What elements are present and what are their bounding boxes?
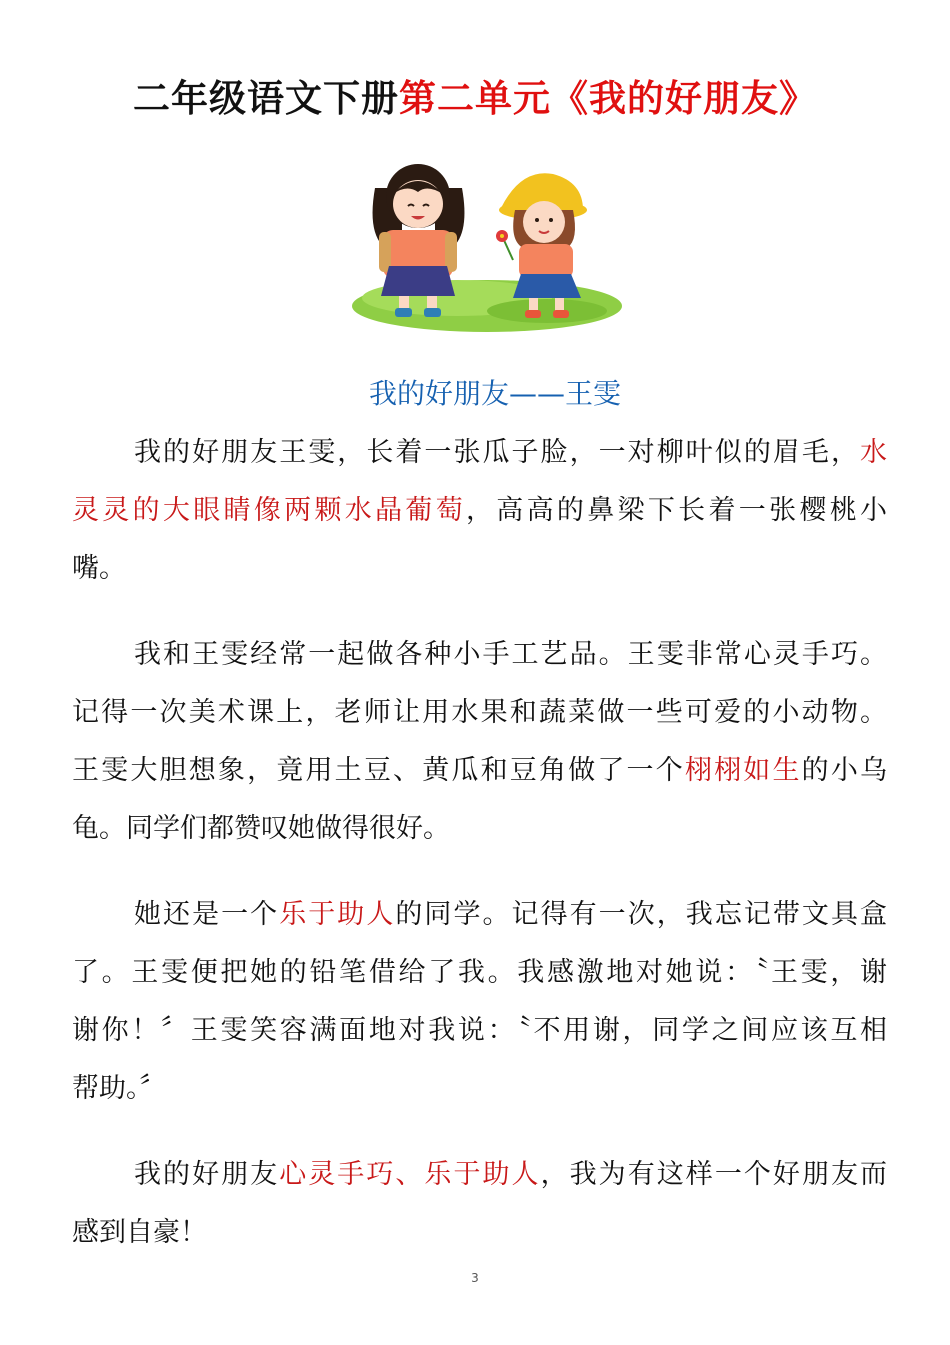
paragraph-line [72,1060,887,1118]
paragraph-line [72,482,887,540]
paragraph [72,886,887,1118]
paragraph-line [72,742,887,800]
highlighted-text: 水 [860,437,887,468]
body-text: 我的好朋友王雯，长着一张瓜子脸，一对柳叶似的眉毛， [134,437,860,468]
body-text: 我的好朋友 [134,1159,280,1190]
page-title [0,68,950,122]
body-text: ，我为有这样一个好朋友而 [540,1159,888,1190]
body-text: 记得一次美术课上，老师让用水果和蔬菜做一些可爱的小动物。 [72,697,887,728]
page-title-unit: 第二单元《我的好朋友》 [399,77,817,120]
paragraph-line [72,944,887,1002]
article-body [72,424,887,1290]
paragraph-line [72,800,887,858]
body-text: ，高高的鼻梁下长着一张樱桃小 [466,495,887,526]
paragraph [72,424,887,598]
paragraph [72,1146,887,1262]
body-text: 感到自豪！ [72,1217,207,1248]
illustration-svg [257,148,732,338]
paragraph [72,626,887,858]
paragraph-line [72,684,887,742]
body-text: 嘴。 [72,553,126,584]
two-girls-friends-illustration [257,148,732,338]
highlighted-text: 乐于助人 [279,899,396,930]
paragraph-line [72,424,887,482]
body-text: 的小乌 [801,755,888,786]
body-text: 帮助。〞 [72,1073,167,1104]
paragraph-line [72,540,887,598]
article-title: 我的好朋友——王雯 [368,377,621,410]
body-text: 我和王雯经常一起做各种小手工艺品。王雯非常心灵手巧。 [134,639,887,670]
paragraph-line [72,1204,887,1262]
body-text: 谢你！〞王雯笑容满面地对我说：〝不用谢，同学之间应该互相 [72,1015,887,1046]
body-text: 王雯大胆想象，竟用土豆、黄瓜和豆角做了一个 [72,755,685,786]
body-text: 的同学。记得有一次，我忘记带文具盒 [395,899,888,930]
highlighted-text: 灵灵的大眼睛像两颗水晶葡萄 [72,495,466,526]
page-title-grade: 二年级语文下册 [133,77,399,120]
body-text: 了。王雯便把她的铅笔借给了我。我感激地对她说：〝王雯，谢 [72,957,887,988]
page-number: 3 [471,1271,479,1285]
highlighted-text: 栩栩如生 [684,755,802,786]
body-text: 龟。同学们都赞叹她做得很好。 [72,813,450,844]
body-text: 她还是一个 [134,899,280,930]
paragraph-line [72,626,887,684]
paragraph-line [72,886,887,944]
paragraph-line [72,1002,887,1060]
highlighted-text: 心灵手巧、乐于助人 [279,1159,541,1190]
paragraph-line [72,1146,887,1204]
